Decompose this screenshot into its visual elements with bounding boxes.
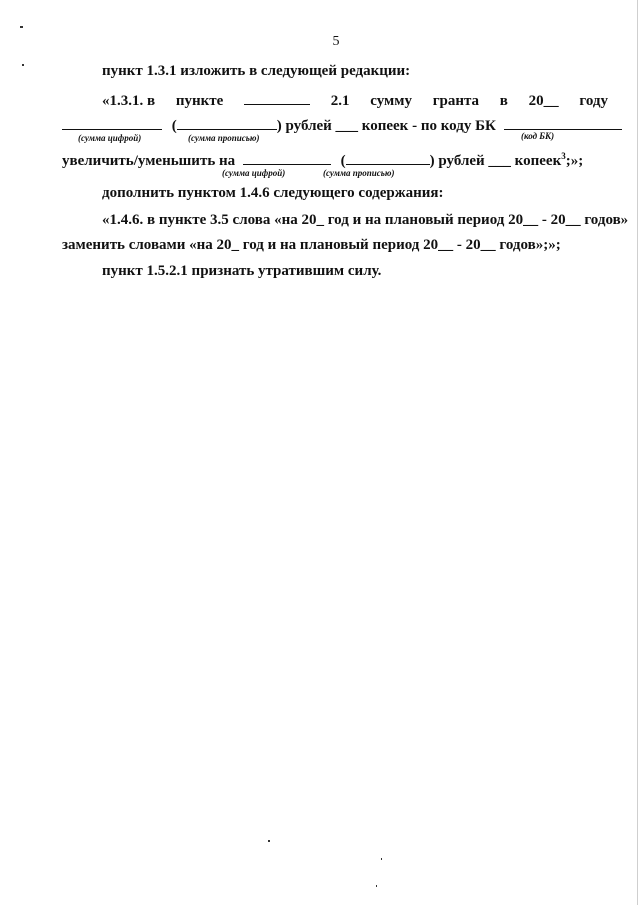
text-word: гранта	[432, 93, 480, 109]
increase-decrease-text: увеличить/уменьшить на	[62, 153, 236, 169]
text-word: 2.1	[330, 93, 350, 109]
page-number: 5	[332, 34, 340, 49]
paragraph-1-5-2-1: пункт 1.5.2.1 признать утратившим силу.	[102, 263, 382, 279]
text-word: году	[579, 93, 608, 109]
hint-sum-digits: (сумма цифрой)	[78, 133, 142, 143]
scan-speck	[22, 64, 24, 66]
scan-speck	[376, 885, 377, 887]
paragraph-1-3-1-line3	[62, 150, 583, 170]
hint-sum-words: (сумма прописью)	[188, 133, 260, 143]
text-word: сумму	[370, 93, 412, 109]
line-ending: ;»;	[565, 153, 584, 169]
footnote-ref: 3	[561, 151, 566, 161]
rubles-kopecks-text: ) рублей ___ копеек	[429, 153, 562, 169]
text-word: в	[499, 93, 508, 109]
paragraph-1-4-6-line1: «1.4.6. в пункте 3.5 слова «на 20_ год и на плановый период 20__ - 20__ годов»	[102, 212, 629, 228]
blank-field-sum-words	[346, 150, 430, 165]
scan-speck	[381, 858, 382, 860]
open-paren: (	[340, 153, 346, 169]
blank-field-sum-words	[177, 115, 277, 130]
text-word: «1.3.1. в	[102, 93, 156, 109]
paragraph-1-3-1-line1	[102, 90, 608, 110]
scan-speck	[268, 840, 270, 842]
paragraph-1-4-6-line2: заменить словами «на 20_ год и на плановый период 20__ - 20__ годов»;»;	[62, 237, 561, 253]
paragraph-1-4-6-intro: дополнить пунктом 1.4.6 следующего содержания:	[102, 185, 444, 201]
page-edge	[637, 0, 638, 905]
hint-sum-digits: (сумма цифрой)	[222, 168, 286, 178]
rubles-kopecks-text: ) рублей ___ копеек - по коду БК	[276, 118, 496, 134]
open-paren: (	[171, 118, 177, 134]
scan-speck	[20, 26, 23, 28]
text-word: 20__	[528, 93, 559, 109]
text-word: пункте	[175, 93, 224, 109]
hint-code-bk: (код БК)	[521, 131, 555, 141]
blank-field-point	[244, 90, 310, 105]
blank-field-code-bk	[504, 115, 622, 130]
blank-field-sum-digits	[243, 150, 331, 165]
blank-field-sum-digits	[62, 115, 162, 130]
hint-sum-words: (сумма прописью)	[323, 168, 395, 178]
paragraph-1-3-1-intro: пункт 1.3.1 изложить в следующей редакции:	[102, 63, 411, 79]
